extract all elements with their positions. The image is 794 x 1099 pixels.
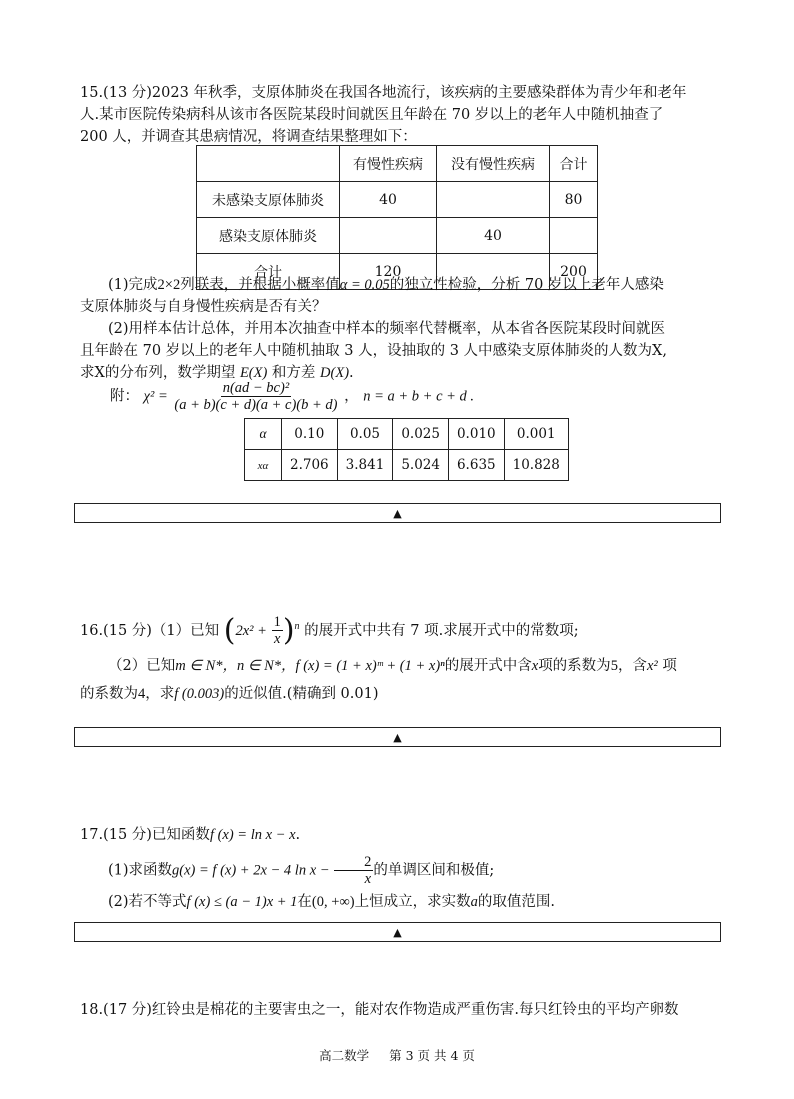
table-cell: 合计 — [197, 254, 340, 290]
text: 上恒成立，求实数 — [354, 894, 471, 910]
alpha-label: α — [259, 426, 267, 441]
page-footer — [0, 1046, 794, 1064]
fraction-denominator: x — [273, 631, 281, 648]
math: 2×2 — [157, 277, 181, 293]
footer-subject: 高二数学 — [319, 1048, 370, 1063]
q16-part1 — [80, 612, 720, 647]
q17-stem — [80, 824, 720, 913]
table-cell: 10.828 — [504, 450, 568, 481]
fraction-numerator: 2 — [334, 854, 373, 871]
fraction — [272, 614, 283, 647]
text: 的独立性检验，分析 70 岁以上老年人感染 — [389, 277, 664, 293]
table-cell: 0.010 — [448, 419, 504, 450]
math: f (0.003) — [174, 686, 225, 703]
table-cell: 感染支原体肺炎 — [197, 218, 340, 254]
text: 项 — [662, 658, 677, 675]
text: 的近似值.(精确到 0.01) — [224, 686, 379, 703]
math: 4 — [138, 686, 146, 703]
q16-stem — [80, 612, 720, 705]
math: x — [531, 658, 539, 675]
text: (2)若不等式 — [108, 894, 187, 910]
table-cell: 0.05 — [337, 419, 393, 450]
table-cell: 0.001 — [504, 419, 568, 450]
q15-line2: 人.某市医院传染病科从该市各医院某段时间就医且年龄在 70 岁以上的老年人中随机抽查了 — [80, 107, 664, 123]
text: 和方差 — [271, 365, 316, 381]
contingency-table — [196, 145, 598, 290]
q15-part2-cont: 且年龄在 70 岁以上的老年人中随机抽取 3 人，设抽取的 3 人中感染支原体肺炎的人数为X, — [80, 343, 667, 359]
table-row — [197, 182, 598, 218]
table-cell: 40 — [340, 182, 437, 218]
q15-line1: 15.(13 分)2023 年秋季，支原体肺炎在我国各地流行，该疾病的主要感染群体为青少年和老年 — [80, 85, 687, 101]
math: D(X) — [320, 365, 350, 381]
table-header-cell: 没有慢性疾病 — [437, 146, 550, 182]
text: ，含 — [617, 658, 647, 675]
table-cell: 0.10 — [282, 419, 338, 450]
text: (1)求函数 — [108, 862, 173, 879]
math: 5 — [610, 658, 618, 675]
answer-box-q16[interactable] — [74, 727, 721, 747]
table-header-cell — [197, 146, 340, 182]
appendix-label: 附： — [110, 388, 139, 405]
critical-value-table — [244, 418, 569, 481]
table-cell: 200 — [550, 254, 598, 290]
left-paren: ( — [223, 612, 236, 648]
table-cell: 0.025 — [393, 419, 449, 450]
math: f (x) ≤ (a − 1)x + 1 — [186, 894, 298, 910]
q17-part1 — [80, 854, 720, 887]
text: 的展开式中共有 7 项.求展开式中的常数项; — [304, 622, 579, 639]
q16-part2-cont — [80, 683, 720, 705]
text: 求X的分布列，数学期望 — [80, 365, 236, 381]
text: 16.(15 分)（1）已知 — [80, 622, 220, 639]
table-cell: 未感染支原体肺炎 — [197, 182, 340, 218]
table-row — [245, 450, 569, 481]
fraction-numerator: n(ad − bc)² — [222, 380, 290, 396]
fraction-denominator: x — [364, 871, 372, 887]
table-cell: 6.635 — [448, 450, 504, 481]
q15-part1-cont: 支原体肺炎与自身慢性疾病是否有关？ — [80, 299, 327, 315]
q15-line3: 200 人，并调查其患病情况，将调查结果整理如下： — [80, 129, 417, 145]
math: (0, +∞) — [311, 894, 355, 910]
table-cell: 80 — [550, 182, 598, 218]
triangle-marker-icon: ▲ — [393, 506, 402, 520]
math: a — [470, 894, 478, 910]
table-cell: 120 — [340, 254, 437, 290]
text: ， — [344, 388, 359, 405]
text: 的展开式中含 — [444, 658, 532, 675]
text: ，求 — [145, 686, 175, 703]
q15-part1 — [80, 274, 720, 296]
triangle-marker-icon: ▲ — [393, 730, 402, 744]
math: g(x) = f (x) + 2x − 4 ln x − — [172, 862, 330, 879]
table-header-row — [197, 146, 598, 182]
x-alpha-label: xα — [257, 460, 269, 472]
table-cell — [437, 182, 550, 218]
table-cell — [550, 218, 598, 254]
math: α = 0.05 — [339, 277, 390, 293]
text: 的系数为 — [80, 686, 138, 703]
table-cell — [340, 218, 437, 254]
text: 列联表，并根据小概率值 — [180, 277, 340, 293]
math: E(X) — [239, 365, 268, 381]
text: （2）已知 — [108, 658, 176, 675]
text: 在 — [297, 894, 312, 910]
text: 的单调区间和极值; — [373, 862, 495, 879]
fraction-denominator: (a + b)(c + d)(a + c)(b + d) — [174, 397, 338, 413]
table-cell: 2.706 — [282, 450, 338, 481]
q16-part2 — [80, 655, 720, 677]
exponent: n — [294, 621, 300, 632]
table-cell: 3.841 — [337, 450, 393, 481]
q15-stem — [80, 82, 720, 148]
answer-box-q17[interactable] — [74, 922, 721, 942]
fraction — [334, 854, 373, 887]
text: . — [349, 365, 354, 381]
footer-page-number: 第 3 页 共 4 页 — [389, 1048, 475, 1063]
text: 17.(15 分)已知函数 — [80, 827, 210, 843]
math: f (x) = ln x − x — [209, 827, 296, 843]
n-formula: n = a + b + c + d . — [363, 388, 475, 405]
fraction-numerator: 1 — [273, 614, 281, 631]
chi-square-fraction — [172, 380, 339, 413]
q17-intro — [80, 824, 720, 846]
right-paren: ) — [282, 612, 295, 648]
answer-box-q15[interactable] — [74, 503, 721, 523]
table-header-cell: 有慢性疾病 — [340, 146, 437, 182]
table-row — [245, 419, 569, 450]
math: 2x² + — [235, 622, 267, 639]
math: x² — [646, 658, 658, 675]
text: . — [295, 827, 301, 843]
q15-appendix — [110, 380, 720, 413]
q15-part2: (2)用样本估计总体，并用本次抽查中样本的频率代替概率，从本省各医院某段时间就医 — [108, 321, 666, 337]
table-cell: 5.024 — [393, 450, 449, 481]
text: (1)完成 — [108, 277, 158, 293]
q15-subquestions — [80, 274, 720, 384]
math: m ∈ N*，n ∈ N*，f (x) = (1 + x)ᵐ + (1 + x)ⁿ — [175, 658, 445, 675]
chi-square-symbol: χ² = — [143, 388, 168, 405]
triangle-marker-icon: ▲ — [393, 925, 402, 939]
q18-stem — [80, 999, 725, 1021]
q18-line1: 18.(17 分)红铃虫是棉花的主要害虫之一，能对农作物造成严重伤害.每只红铃虫的平均产卵数 — [80, 1002, 679, 1018]
table-header-cell: 合计 — [550, 146, 598, 182]
text: 项的系数为 — [538, 658, 611, 675]
q17-part2 — [80, 891, 720, 913]
text: 的取值范围. — [477, 894, 555, 910]
table-cell: 40 — [437, 218, 550, 254]
table-row — [197, 218, 598, 254]
